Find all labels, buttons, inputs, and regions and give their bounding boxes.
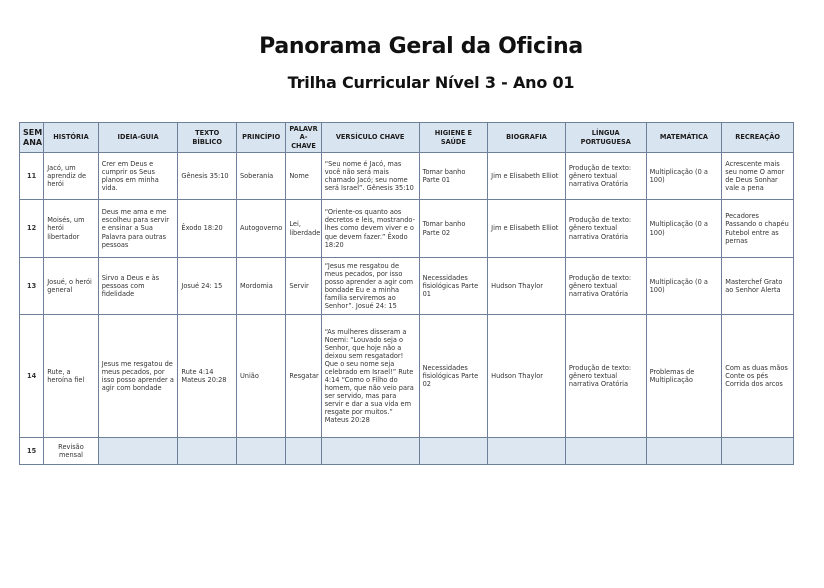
cell-versiculo-chave: “Jesus me resgatou de meus pecados, por isso posso aprender a agir com bondade Eu e a minha família serviremos ao Senhor”. Josué 24: 15 — [321, 258, 419, 315]
cell-biografia: Jim e Elisabeth Elliot — [488, 153, 566, 200]
cell-empty — [488, 438, 566, 465]
header-texto-biblico: TEXTO BÍBLICO — [178, 123, 237, 153]
cell-semana: 14 — [20, 315, 44, 438]
cell-lingua-portuguesa: Produção de texto: gênero textual narrativa Oratória — [565, 258, 646, 315]
page-subtitle: Trilha Curricular Nível 3 - Ano 01 — [287, 73, 575, 92]
cell-versiculo-chave: “As mulheres disseram a Noemi: “Louvado seja o Senhor, que hoje não a deixou sem resgatador! Que o seu nome seja celebrado em Israel!” Rute 4:14 “Como o Filho do homem, que não veio para ser servido, mas para servir e dar a sua vida em resgate por muitos.” Mateus 20:28 — [321, 315, 419, 438]
header-recreacao: RECREAÇÃO — [722, 123, 794, 153]
cell-higiene-saude: Tomar banho Parte 01 — [419, 153, 488, 200]
cell-empty — [236, 438, 285, 465]
header-palavra-chave: PALAVR A- CHAVE — [286, 123, 321, 153]
cell-ideia-guia: Crer em Deus e cumprir os Seus planos em minha vida. — [98, 153, 178, 200]
cell-versiculo-chave: “Oriente-os quanto aos decretos e leis, mostrando-lhes como devem viver e o que devem fazer.” Êxodo 18:20 — [321, 200, 419, 258]
cell-texto-biblico: Rute 4:14 Mateus 20:28 — [178, 315, 237, 438]
cell-higiene-saude: Necessidades fisiológicas Parte 01 — [419, 258, 488, 315]
cell-texto-biblico: Gênesis 35:10 — [178, 153, 237, 200]
cell-recreacao: Acrescente mais seu nome O amor de Deus Sonhar vale a pena — [722, 153, 794, 200]
header-principio: PRINCÍPIO — [236, 123, 285, 153]
cell-ideia-guia: Jesus me resgatou de meus pecados, por isso posso aprender a agir com bondade — [98, 315, 178, 438]
header-ideia-guia: IDEIA-GUIA — [98, 123, 178, 153]
curriculum-table — [19, 122, 794, 465]
cell-matematica: Multiplicação (0 a 100) — [646, 200, 722, 258]
header-matematica: MATEMÁTICA — [646, 123, 722, 153]
cell-versiculo-chave: “Seu nome é Jacó, mas você não será mais chamado Jacó; seu nome será Israel”. Gênesis 35:10 — [321, 153, 419, 200]
cell-lingua-portuguesa: Produção de texto: gênero textual narrativa Oratória — [565, 153, 646, 200]
cell-historia: Revisão mensal — [44, 438, 98, 465]
cell-principio: Soberania — [236, 153, 285, 200]
cell-recreacao: Com as duas mãos Conte os pés Corrida dos arcos — [722, 315, 794, 438]
cell-lingua-portuguesa: Produção de texto: gênero textual narrativa Oratória — [565, 200, 646, 258]
cell-historia: Jacó, um aprendiz de herói — [44, 153, 98, 200]
cell-empty — [286, 438, 321, 465]
cell-palavra-chave: Nome — [286, 153, 321, 200]
cell-texto-biblico: Êxodo 18:20 — [178, 200, 237, 258]
cell-recreacao: Masterchef Grato ao Senhor Alerta — [722, 258, 794, 315]
cell-palavra-chave: Resgatar — [286, 315, 321, 438]
cell-matematica: Multiplicação (0 a 100) — [646, 258, 722, 315]
cell-biografia: Jim e Elisabeth Elliot — [488, 200, 566, 258]
cell-ideia-guia: Deus me ama e me escolheu para servir e ensinar a Sua Palavra para outras pessoas — [98, 200, 178, 258]
cell-historia: Josué, o herói general — [44, 258, 98, 315]
header-historia: HISTÓRIA — [44, 123, 98, 153]
cell-semana: 12 — [20, 200, 44, 258]
cell-recreacao: Pecadores Passando o chapéu Futebol entre as pernas — [722, 200, 794, 258]
header-biografia: BIOGRAFIA — [488, 123, 566, 153]
table-row — [20, 153, 794, 200]
cell-empty — [565, 438, 646, 465]
cell-semana: 15 — [20, 438, 44, 465]
cell-historia: Rute, a heroína fiel — [44, 315, 98, 438]
cell-biografia: Hudson Thaylor — [488, 315, 566, 438]
cell-empty — [321, 438, 419, 465]
table-header-row — [20, 123, 794, 153]
table-row — [20, 315, 794, 438]
page-title: Panorama Geral da Oficina — [259, 34, 583, 59]
cell-lingua-portuguesa: Produção de texto: gênero textual narrativa Oratória — [565, 315, 646, 438]
table-row — [20, 200, 794, 258]
cell-matematica: Problemas de Multiplicação — [646, 315, 722, 438]
cell-higiene-saude: Necessidades fisiológicas Parte 02 — [419, 315, 488, 438]
cell-principio: Mordomia — [236, 258, 285, 315]
cell-biografia: Hudson Thaylor — [488, 258, 566, 315]
cell-empty — [178, 438, 237, 465]
header-semana: SEM ANA — [20, 123, 44, 153]
cell-ideia-guia: Sirvo a Deus e às pessoas com fidelidade — [98, 258, 178, 315]
cell-semana: 11 — [20, 153, 44, 200]
cell-texto-biblico: Josué 24: 15 — [178, 258, 237, 315]
cell-empty — [722, 438, 794, 465]
cell-matematica: Multiplicação (0 a 100) — [646, 153, 722, 200]
header-versiculo-chave: VERSÍCULO CHAVE — [321, 123, 419, 153]
cell-higiene-saude: Tomar banho Parte 02 — [419, 200, 488, 258]
cell-empty — [419, 438, 488, 465]
cell-empty — [646, 438, 722, 465]
cell-principio: Autogoverno — [236, 200, 285, 258]
table-row — [20, 258, 794, 315]
cell-palavra-chave: Lei, liberdade — [286, 200, 321, 258]
cell-empty — [98, 438, 178, 465]
cell-palavra-chave: Servir — [286, 258, 321, 315]
cell-historia: Moisés, um herói libertador — [44, 200, 98, 258]
header-higiene-saude: HIGIENE E SAÚDE — [419, 123, 488, 153]
table-row — [20, 438, 794, 465]
cell-semana: 13 — [20, 258, 44, 315]
header-lingua-portuguesa: LÍNGUA PORTUGUESA — [565, 123, 646, 153]
cell-principio: União — [236, 315, 285, 438]
